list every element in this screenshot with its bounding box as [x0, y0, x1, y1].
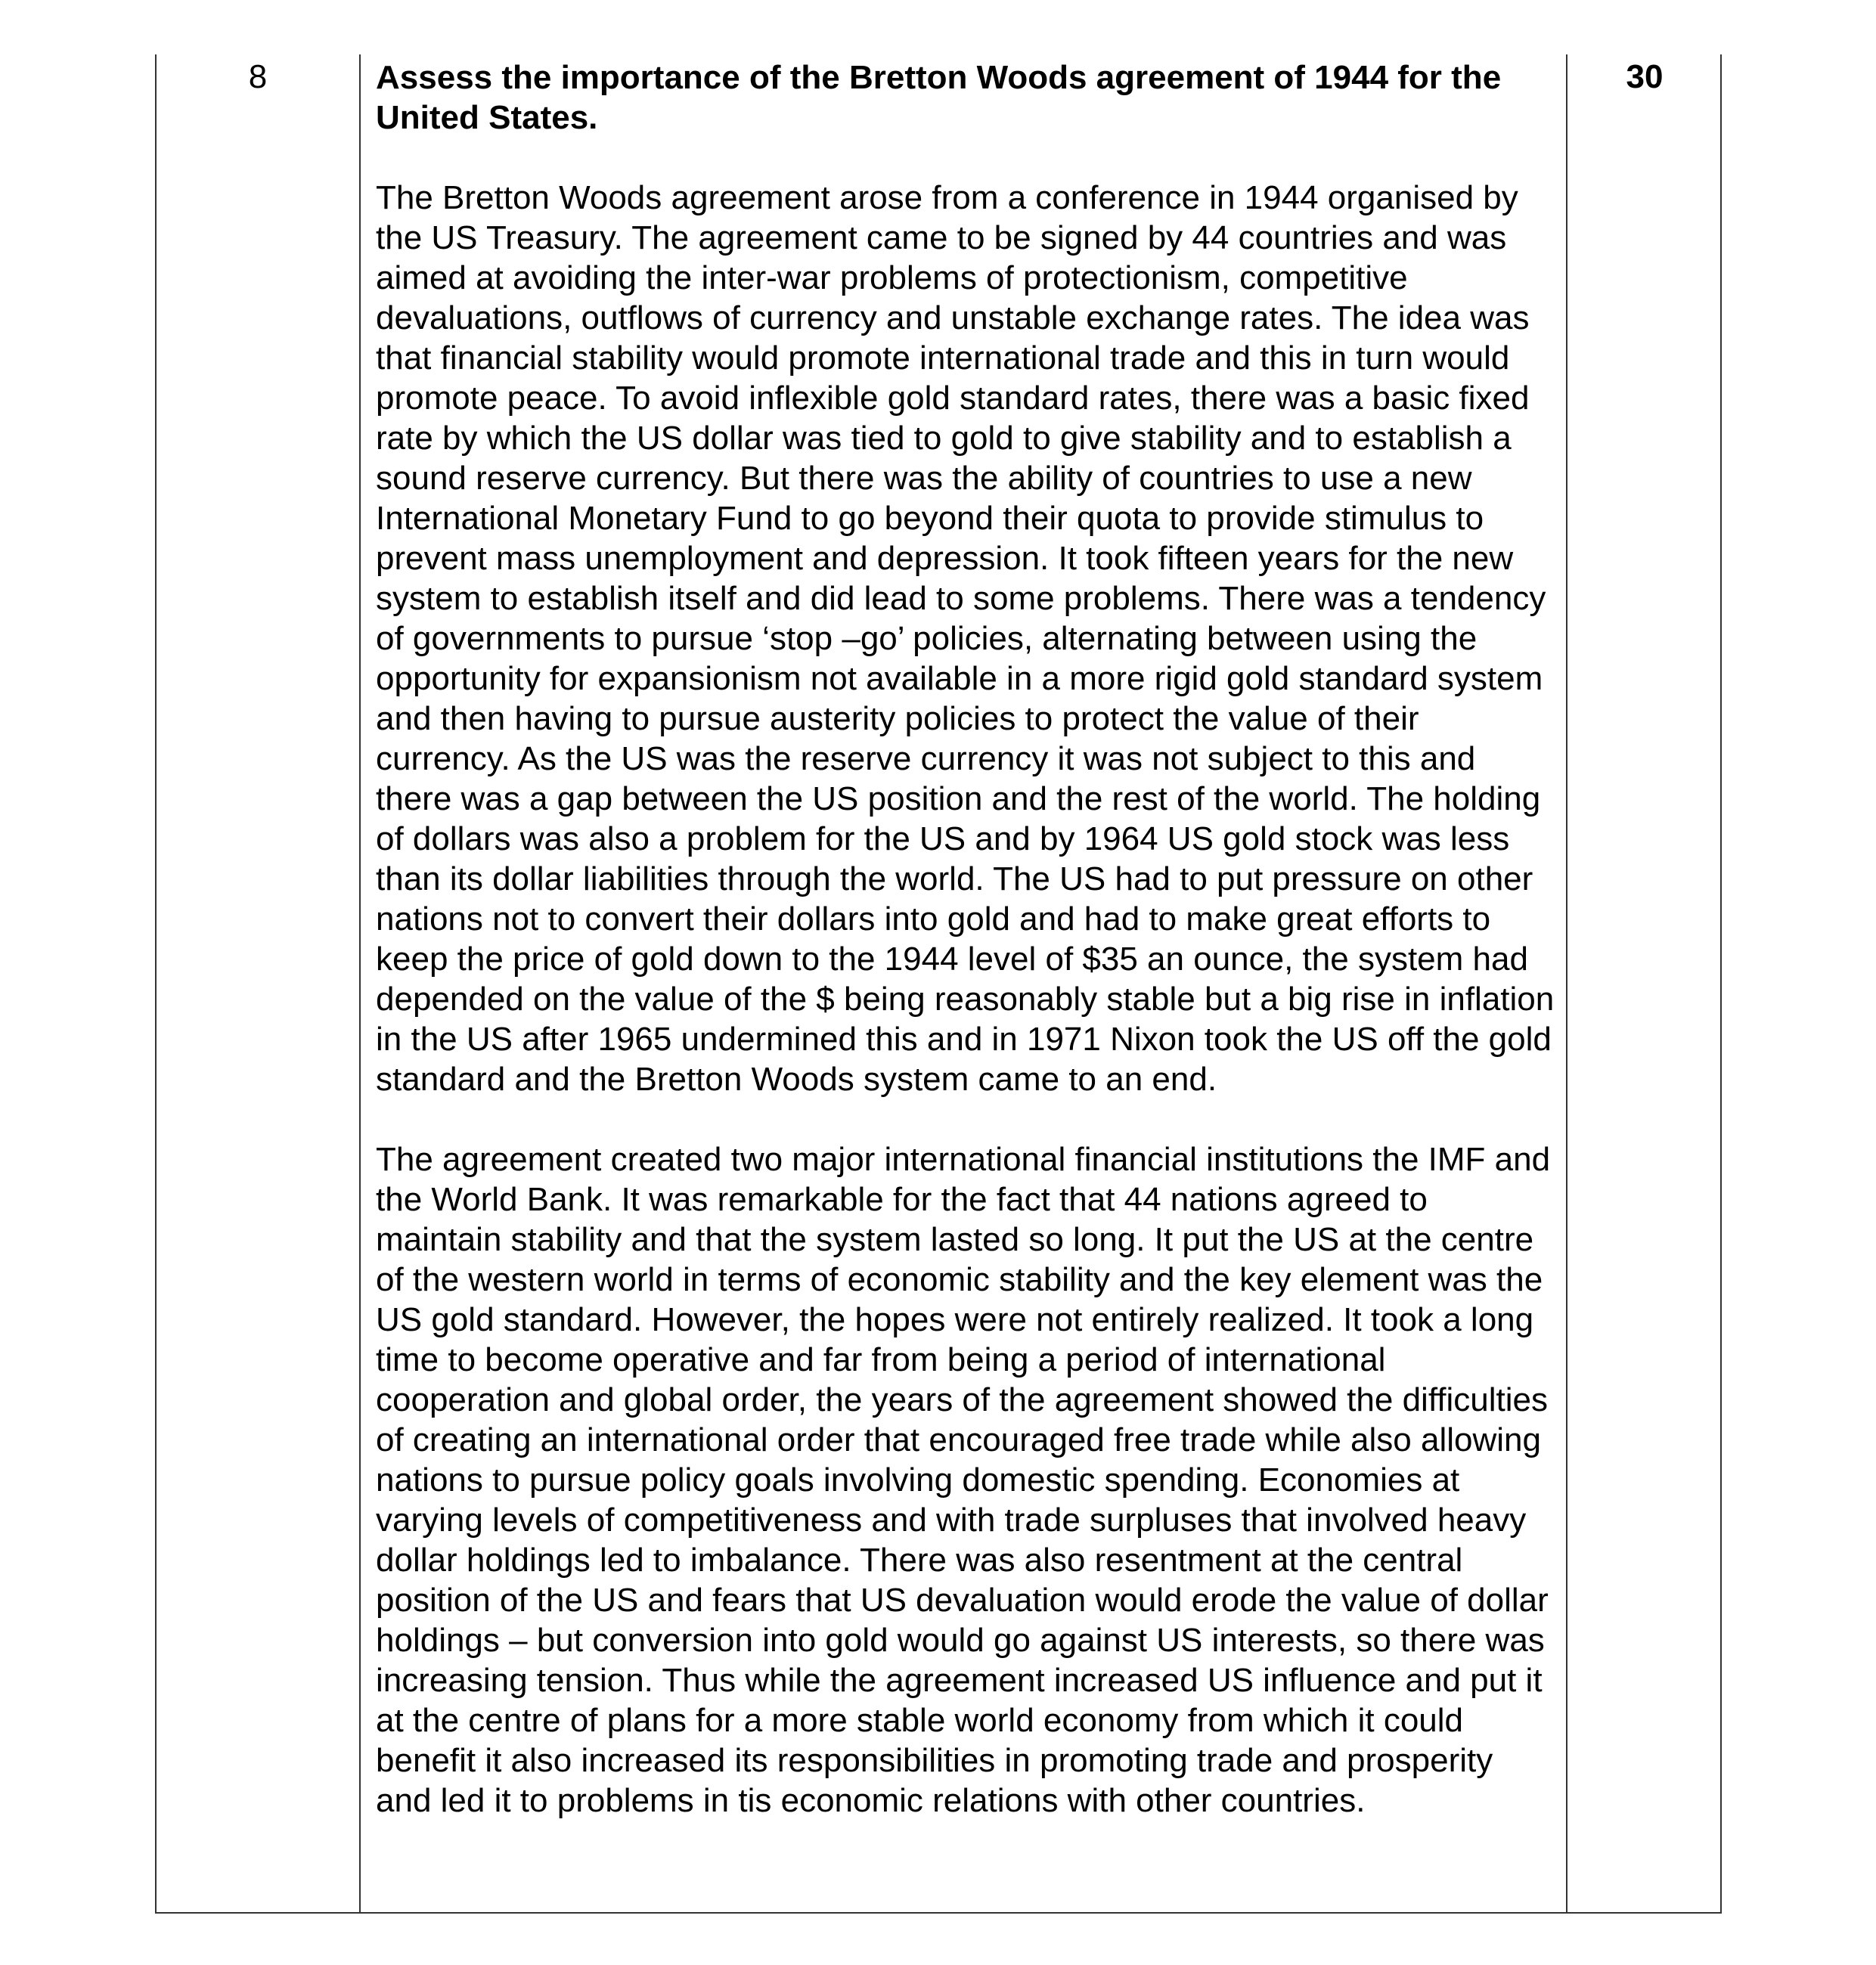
- answer-paragraph: The Bretton Woods agreement arose from a conference in 1944 organised by the US Treasury. The agreement came to be signed by 44 countries and was aimed at avoiding the inter-war problems of protectionism, competitive devaluations, outflows of currency and unstable exchange rates. The idea was that financial stability would promote international trade and this in turn would promote peace. To avoid inflexible gold standard rates, there was a basic fixed rate by which the US dollar was tied to gold to give stability and to establish a sound reserve currency. But there was the ability of countries to use a new International Monetary Fund to go beyond their quota to provide stimulus to prevent mass unemployment and depression. It took fifteen years for the new system to establish itself and did lead to some problems. There was a tendency of governments to pursue ‘stop –go’ policies, alternating between using the opportunity for expansionism not available in a more rigid gold standard system and then having to pursue austerity policies to protect the value of their currency. As the US was the reserve currency it was not subject to this and there was a gap between the US position and the rest of the world. The holding of dollars was also a problem for the US and by 1964 US gold stock was less than its dollar liabilities through the world. The US had to put pressure on other nations not to convert their dollars into gold and had to make great efforts to keep the price of gold down to the 1944 level of $35 an ounce, the system had depended on the value of the $ being reasonably stable but a big rise in inflation in the US after 1965 undermined this and in 1971 Nixon took the US off the gold standard and the Bretton Woods system came to an end.: [376, 179, 1555, 1098]
- question-text: Assess the importance of the Bretton Woods agreement of 1944 for the United States.: [376, 59, 1502, 136]
- marks-value: 30: [1626, 58, 1664, 95]
- column-divider: [1566, 54, 1567, 1912]
- mark-scheme-row: [155, 54, 1722, 1914]
- answer-cell: [376, 57, 1555, 1821]
- question-number: 8: [248, 58, 268, 95]
- column-divider: [359, 54, 361, 1912]
- answer-paragraph: The agreement created two major international financial institutions the IMF and the World Bank. It was remarkable for the fact that 44 nations agreed to maintain stability and that the system lasted so long. It put the US at the centre of the western world in terms of economic stability and the key element was the US gold standard. However, the hopes were not entirely realized. It took a long time to become operative and far from being a period of international cooperation and global order, the years of the agreement showed the difficulties of creating an international order that encouraged free trade while also allowing nations to pursue policy goals involving domestic spending. Economies at varying levels of competitiveness and with trade surpluses that involved heavy dollar holdings led to imbalance. There was also resentment at the central position of the US and fears that US devaluation would erode the value of dollar holdings – but conversion into gold would go against US interests, so there was increasing tension. Thus while the agreement increased US influence and put it at the centre of plans for a more stable world economy from which it could benefit it also increased its responsibilities in promoting trade and prosperity and led it to problems in tis economic relations with other countries.: [376, 1141, 1551, 1819]
